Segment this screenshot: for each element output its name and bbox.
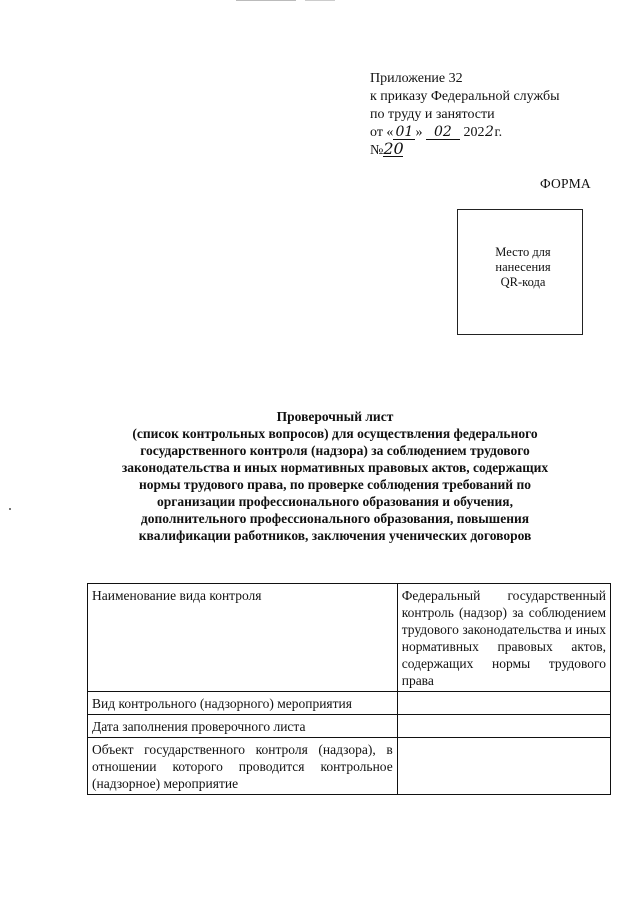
date-day-handwritten: 01 [393,125,415,140]
table-cell-value [397,738,610,795]
document-title [100,408,570,544]
appendix-line-1: Приложение 32 [370,71,463,86]
table-cell-label: Объект государственного контроля (надзора), в отношении которого проводится контрольное (надзорное) мероприятие [88,738,398,795]
qr-text-line-3: QR-кода [500,275,546,289]
date-year-digit-handwritten: 2 [484,124,494,140]
number-handwritten: 20 [383,139,404,158]
date-mid: » [415,125,423,140]
date-year-prefix: 202 [463,125,485,140]
table-row [88,715,611,738]
scan-speck [9,508,11,510]
table-cell-label: Вид контрольного (надзорного) мероприятия [88,692,398,715]
table-cell-value [397,692,610,715]
table-cell-label: Дата заполнения проверочного листа [88,715,398,738]
title-line-1: Проверочный лист [276,409,394,424]
form-label: ФОРМА [540,176,591,191]
control-info-table [87,583,611,795]
table-row [88,738,611,795]
title-line-5: нормы трудового права, по проверке соблюдения требований по [138,477,531,492]
title-line-8: квалификации работников, заключения ученических договоров [138,528,532,543]
number-prefix: № [370,143,384,158]
table-cell-value: Федеральный государственный контроль (надзор) за соблюдением трудового законодательства и иных нормативных правовых актов, содержащих нормы трудового права [397,584,610,692]
qr-code-placeholder [457,209,583,335]
title-line-7: дополнительного профессионального образования, повышения [140,511,530,526]
scan-artifact-line [305,0,335,1]
date-month-handwritten: 02 [426,125,460,140]
date-suffix: г. [494,125,503,140]
appendix-line-2: к приказу Федеральной службы [370,89,560,104]
appendix-line-3: по труду и занятости [370,107,495,122]
table-cell-label: Наименование вида контроля [88,584,398,692]
table-cell-value [397,715,610,738]
qr-text-line-2: нанесения [495,260,551,274]
scan-artifact-line [236,0,296,1]
title-line-3: государственного контроля (надзора) за соблюдением трудового [140,443,530,458]
title-line-2: (список контрольных вопросов) для осуществления федерального [132,426,538,441]
title-line-4: законодательства и иных нормативных правовых актов, содержащих [121,460,549,475]
title-line-6: организации профессионального образования и обучения, [157,494,513,509]
appendix-number-line [370,139,610,160]
appendix-date-line [370,124,610,142]
qr-text-line-1: Место для [495,245,551,259]
date-prefix: от « [370,125,394,140]
table-row [88,692,611,715]
qr-placeholder-text [478,245,568,290]
appendix-header [370,70,610,160]
table-row [88,584,611,692]
